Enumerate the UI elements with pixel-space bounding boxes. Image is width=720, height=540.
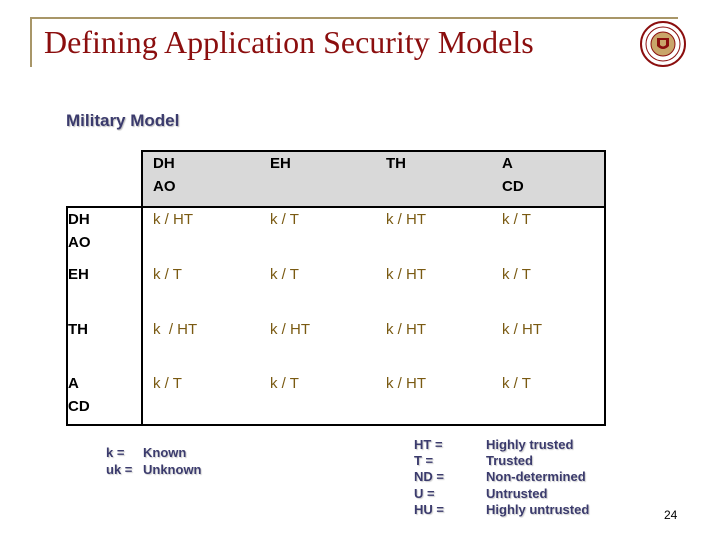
slide-title: Defining Application Security Models [44,24,534,60]
table-cell: k / T [153,375,182,392]
legend-left-key: uk = [106,462,133,477]
legend-right-key: U = [414,486,435,501]
column-header: EH [270,155,291,172]
legend-left-key: k = [106,445,125,460]
slide-frame-top [30,17,678,19]
table-cell: k / HT [153,211,193,228]
university-seal-logo [640,21,686,67]
table-cell: k / HT [386,211,426,228]
legend-right-value: Untrusted [486,486,548,501]
column-header: A CD [502,155,524,195]
military-model-table [66,150,606,426]
legend-left-value: Known [143,445,187,460]
legend-right-value: Highly trusted [486,437,574,452]
table-border-col1 [141,150,143,426]
table-cell: k / HT [386,375,426,392]
table-border-top [141,150,606,152]
table-cell: k / T [502,266,531,283]
table-cell: k / HT [386,321,426,338]
table-cell: k / T [153,266,182,283]
table-header-background [141,150,606,206]
legend-left-value: Unknown [143,462,202,477]
column-header: TH [386,155,406,172]
column-header: DH AO [153,155,176,195]
row-header: TH [68,321,88,338]
table-cell: k / T [502,211,531,228]
table-cell: k / HT [153,321,198,338]
slide-frame-left [30,17,32,67]
legend-right-key: HU = [414,502,444,517]
legend-right-key: HT = [414,437,443,452]
table-cell: k / T [270,211,299,228]
page-number: 24 [664,508,678,522]
table-cell: k / T [270,266,299,283]
table-border-bottom [66,424,606,426]
legend-right-key: ND = [414,469,444,484]
table-cell: k / HT [386,266,426,283]
legend-right-value: Highly untrusted [486,502,590,517]
legend-right-value: Non-determined [486,469,586,484]
row-header: A CD [68,375,90,415]
table-cell: k / T [502,375,531,392]
table-cell: k / HT [502,321,542,338]
row-header: DH AO [68,211,91,251]
row-header: EH [68,266,89,283]
section-heading: Military Model [66,111,180,130]
table-cell: k / HT [270,321,310,338]
legend-right-value: Trusted [486,453,533,468]
table-border-right [604,150,606,426]
legend-right-key: T = [414,453,434,468]
table-cell: k / T [270,375,299,392]
